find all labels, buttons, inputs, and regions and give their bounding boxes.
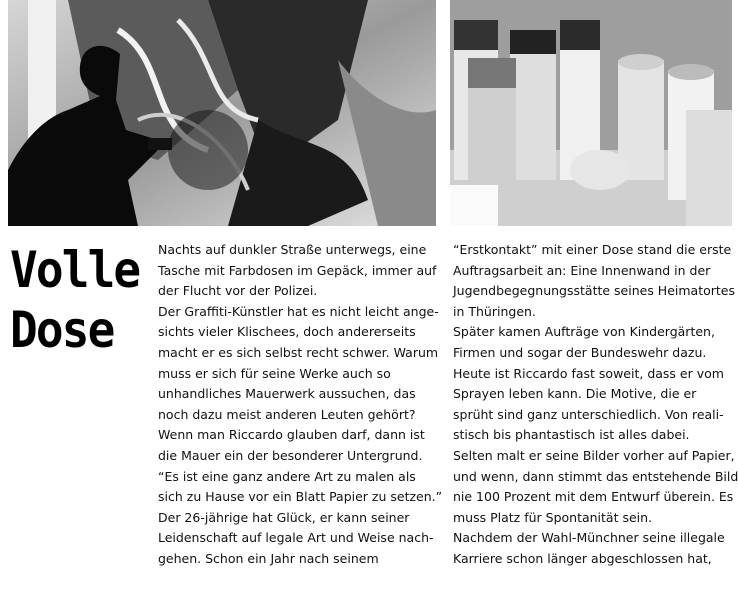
- text-line: Nachts auf dunkler Straße unterwegs, eine: [158, 242, 427, 257]
- text-line: Firmen und sogar der Bundeswehr dazu.: [453, 344, 707, 360]
- text-line: muss er sich für seine Werke auch so: [158, 365, 391, 381]
- headline-line: Volle: [10, 241, 140, 299]
- spray-cans-photo: [450, 0, 732, 226]
- text-line: Jugendbegegnungsstätte seines Heimatortes: [453, 283, 735, 299]
- text-line: Heute ist Riccardo fast soweit, dass er vom: [453, 365, 724, 381]
- text-line: der Flucht vor der Polizei.: [158, 283, 318, 299]
- article-headline: [10, 240, 139, 360]
- text-line: Karriere schon länger abgeschlossen hat,: [453, 550, 712, 566]
- text-line: Tasche mit Farbdosen im Gepäck, immer auf: [158, 262, 437, 278]
- text-line: Auftragsarbeit an: Eine Innenwand in der: [453, 262, 711, 278]
- text-line: Später kamen Aufträge von Kindergärten,: [453, 324, 715, 340]
- text-line: und wenn, dann stimmt das entstehende Bild: [453, 468, 738, 484]
- text-line: unhandliches Mauerwerk aussuchen, das: [158, 386, 416, 402]
- text-line: sich zu Hause vor ein Blatt Papier zu setzen.”: [158, 489, 443, 505]
- graffiti-artist-photo: [8, 0, 436, 226]
- text-line: sprüht sind ganz unterschiedlich. Von reali-: [453, 406, 724, 422]
- text-line: “Es ist eine ganz andere Art zu malen als: [158, 468, 416, 484]
- text-line: macht er es sich selbst recht schwer. Warum: [158, 344, 439, 360]
- text-line: in Thüringen.: [453, 303, 536, 319]
- text-line: muss Platz für Spontanität sein.: [453, 509, 653, 525]
- text-line: die Mauer ein der besonderer Untergrund.: [158, 447, 423, 463]
- text-line: noch dazu meist anderen Leuten gehört?: [158, 406, 416, 422]
- text-line: Der Graffiti-Künstler hat es nicht leicht ange-: [158, 303, 439, 319]
- text-line: gehen. Schon ein Jahr nach seinem: [158, 550, 379, 566]
- text-line: Sprayen leben kann. Die Motive, die er: [453, 386, 697, 402]
- text-line: Nachdem der Wahl-Münchner seine illegale: [453, 530, 725, 546]
- text-line: Wenn man Riccardo glauben darf, dann ist: [158, 427, 425, 443]
- text-line: stisch bis phantastisch ist alles dabei.: [453, 427, 690, 443]
- headline-line: Dose: [10, 301, 114, 359]
- text-line: Leidenschaft auf legale Art und Weise nach-: [158, 530, 434, 546]
- text-line: “Erstkontakt” mit einer Dose stand die erste: [453, 242, 732, 257]
- text-column-middle: [158, 240, 446, 570]
- text-line: Selten malt er seine Bilder vorher auf Papier,: [453, 447, 735, 463]
- text-line: Der 26-jährige hat Glück, er kann seiner: [158, 509, 410, 525]
- text-line: nie 100 Prozent mit dem Entwurf überein. Es: [453, 489, 734, 505]
- text-column-right: [453, 240, 738, 570]
- text-line: sichts vieler Klischees, doch andererseits: [158, 324, 416, 340]
